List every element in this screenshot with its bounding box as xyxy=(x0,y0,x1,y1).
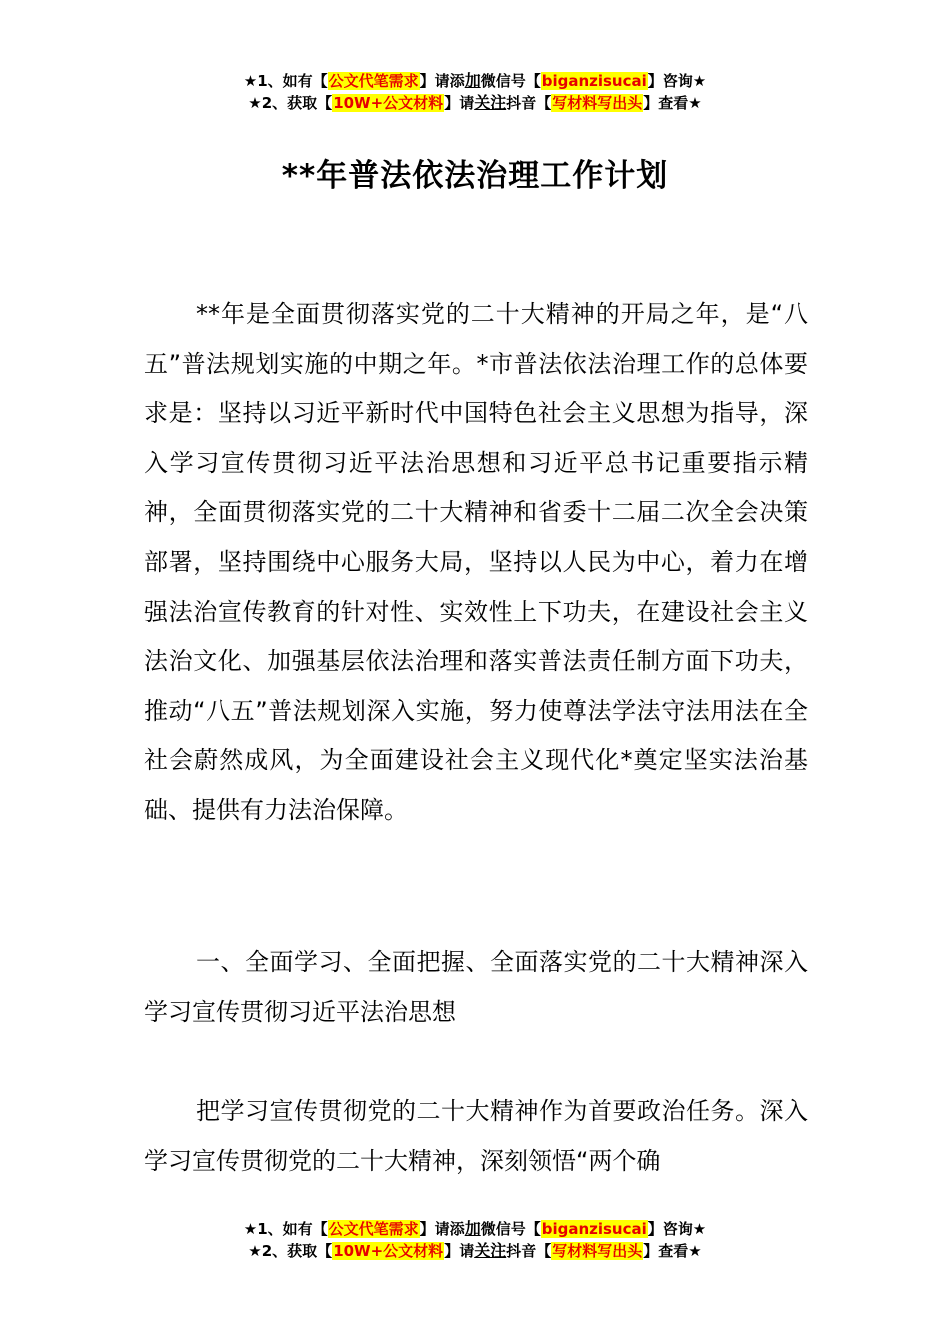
banner-line-2 xyxy=(0,1240,950,1262)
section-body-1: 把学习宣传贯彻党的二十大精神作为首要政治任务。深入学习宣传贯彻党的二十大精神，深刻领悟“两个确 xyxy=(144,1097,808,1175)
highlight-service: 公文代笔需求 xyxy=(328,72,419,90)
document-title: **年普法依法治理工作计划 xyxy=(281,158,669,194)
banner-emphasis: 加 xyxy=(464,1219,481,1238)
banner-text: 】请添 xyxy=(419,1220,465,1238)
highlight-wechat-id: biganzisucai xyxy=(541,1220,647,1238)
banner-text: 抖音【 xyxy=(506,1242,552,1260)
banner-emphasis: 加 xyxy=(464,71,481,90)
highlight-materials: 10W+公文材料 xyxy=(333,94,444,112)
highlight-douyin-id: 写材料写出头 xyxy=(552,94,643,112)
bottom-banner xyxy=(0,1218,950,1262)
banner-text: 】查看★ xyxy=(643,1242,702,1260)
banner-text: 抖音【 xyxy=(506,94,552,112)
highlight-service: 公文代笔需求 xyxy=(328,1220,419,1238)
banner-text: 】查看★ xyxy=(643,94,702,112)
highlight-materials: 10W+公文材料 xyxy=(333,1242,444,1260)
banner-line-2 xyxy=(0,92,950,114)
banner-emphasis: 关注 xyxy=(474,1241,507,1260)
banner-line-1 xyxy=(0,1218,950,1240)
banner-text: 】请 xyxy=(444,1242,475,1260)
intro-paragraph: **年是全面贯彻落实党的二十大精神的开局之年，是“八五”普法规划实施的中期之年。*市普法依法治理工作的总体要求是：坚持以习近平新时代中国特色社会主义思想为指导，深入学习宣传贯彻习近平法治思想和习近平总书记重要指示精神，全面贯彻落实党的二十大精神和省委十二届二次全会决策部署，坚持围绕中心服务大局，坚持以人民为中心，着力在增强法治宣传教育的针对性、实效性上下功夫，在建设社会主义法治文化、加强基层依法治理和落实普法责任制方面下功夫，推动“八五”普法规划深入实施，努力使尊法学法守法用法在全社会蔚然成风，为全面建设社会主义现代化*奠定坚实法治基础、提供有力法治保障。 xyxy=(144,300,808,824)
banner-emphasis: 关注 xyxy=(474,93,507,112)
banner-text: ★2、获取【 xyxy=(248,1242,333,1260)
highlight-wechat-id: biganzisucai xyxy=(541,72,647,90)
banner-text: 】请添 xyxy=(419,72,465,90)
banner-text: 】请 xyxy=(444,94,475,112)
section-heading-1: 一、全面学习、全面把握、全面落实党的二十大精神深入学习宣传贯彻习近平法治思想 xyxy=(144,948,808,1026)
banner-text: ★2、获取【 xyxy=(248,94,333,112)
banner-text: ★1、如有【 xyxy=(243,72,328,90)
banner-text: 】咨询★ xyxy=(647,72,707,90)
banner-text: ★1、如有【 xyxy=(243,1220,328,1238)
banner-text: 微信号【 xyxy=(480,72,541,90)
banner-line-1 xyxy=(0,70,950,92)
highlight-douyin-id: 写材料写出头 xyxy=(552,1242,643,1260)
top-banner xyxy=(0,70,950,114)
banner-text: 微信号【 xyxy=(480,1220,541,1238)
banner-text: 】咨询★ xyxy=(647,1220,707,1238)
